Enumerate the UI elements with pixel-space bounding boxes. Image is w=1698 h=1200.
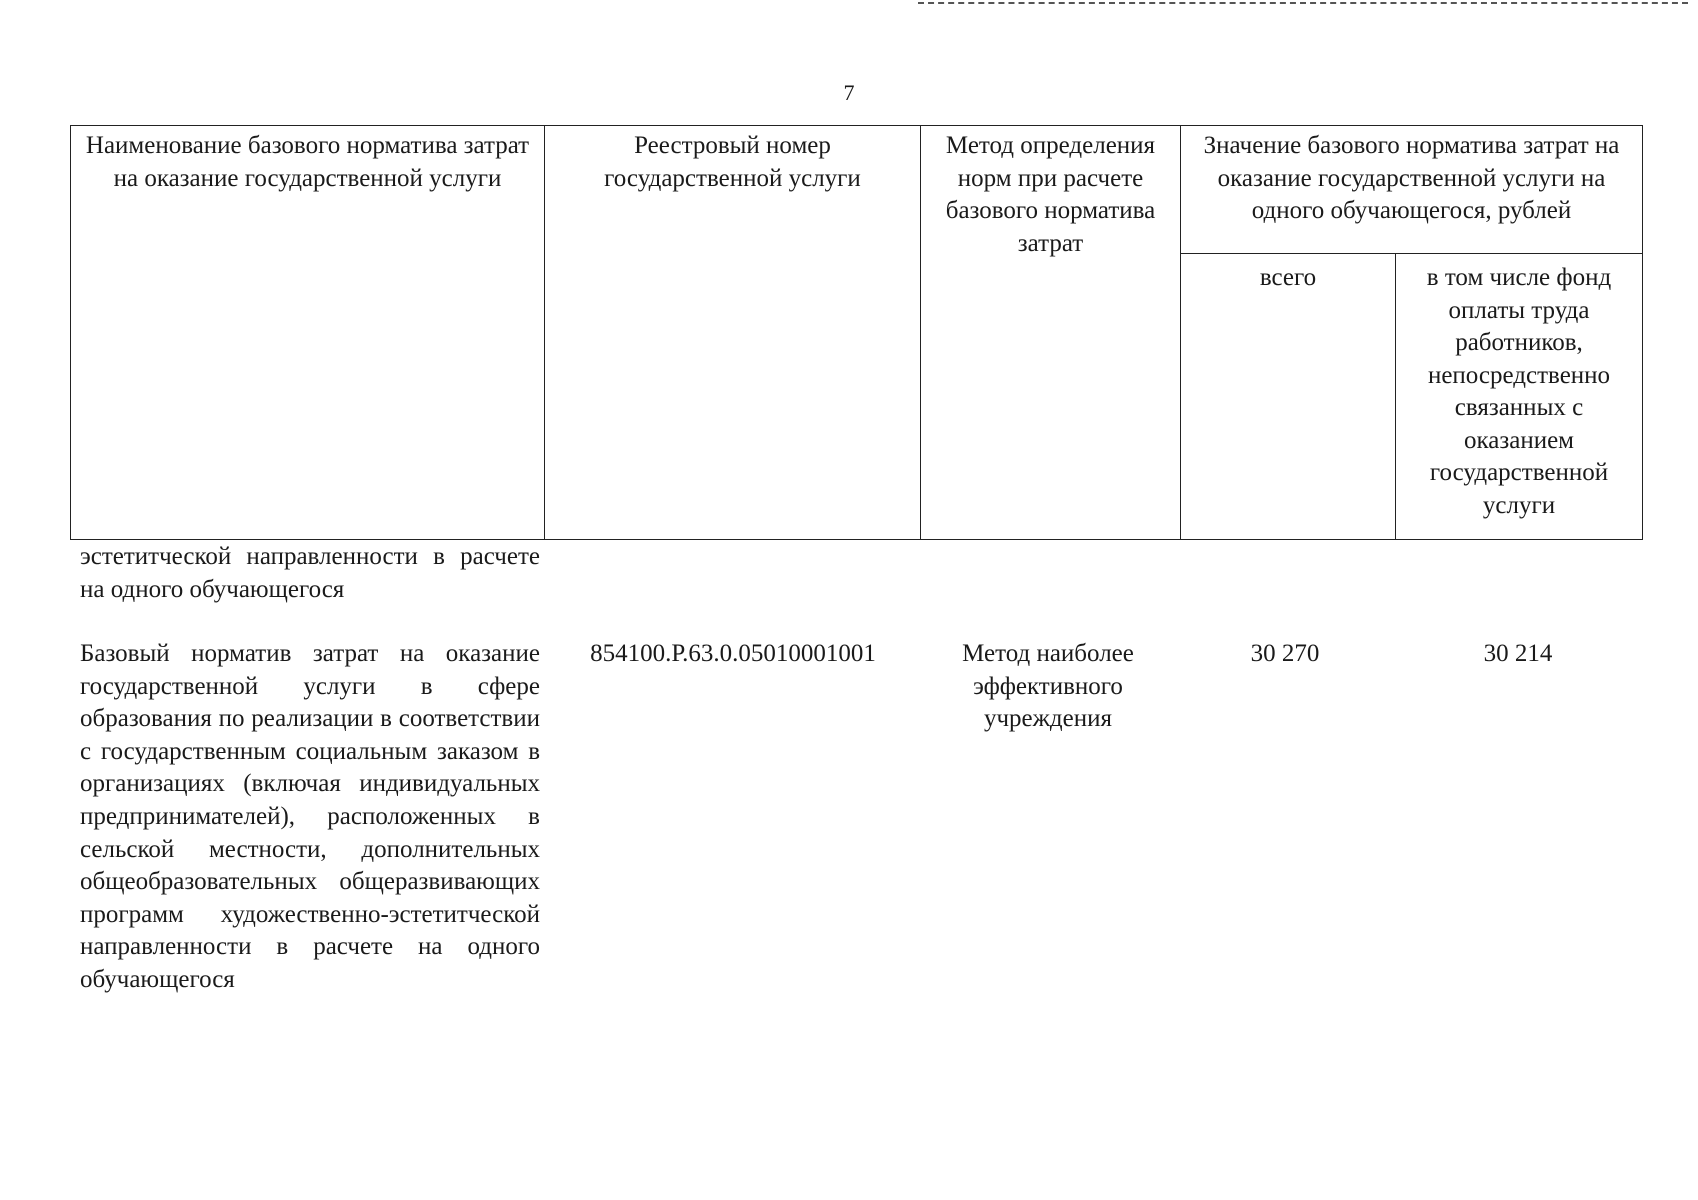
row-registry-number: 854100.Р.63.0.05010001001 <box>590 640 876 667</box>
header-method-label: Метод определения норм при расчете базового норматива затрат <box>945 132 1156 257</box>
header-registry-label: Реестровый номер государственной услуги <box>604 132 861 192</box>
header-table <box>70 125 1643 540</box>
row-fund: 30 214 <box>1483 640 1553 667</box>
row-total: 30 270 <box>1250 640 1320 667</box>
header-method-cell <box>921 126 1181 540</box>
header-value-cell <box>1181 126 1643 254</box>
page-edge-dashes <box>918 2 1688 4</box>
row-name: Базовый норматив затрат на оказание государственной услуги в сфере образования по реализации в соответствии с государственным социальным заказом в организациях (включая индивидуальных предпринимателей), расположенных в сельской местности, дополнительных общеобразовательных общеразвивающих программ художественно-эстетитческой направленности в расчете на одного обучающегося <box>80 640 540 993</box>
header-registry-cell <box>545 126 921 540</box>
header-total-label: всего <box>1259 264 1317 291</box>
header-fund-label: в том числе фонд оплаты труда работников, непосредственно связанных с оказанием государственной услуги <box>1426 264 1612 519</box>
header-name-cell <box>71 126 545 540</box>
page-number: 7 <box>843 80 855 105</box>
header-fund-cell <box>1396 254 1643 540</box>
continuation-text: эстетитческой направленности в расчете на одного обучающегося <box>80 543 540 603</box>
row-method: Метод наиболее эффективного учреждения <box>962 640 1134 732</box>
header-value-label: Значение базового норматива затрат на оказание государственной услуги на одного обучающегося, рублей <box>1203 132 1620 224</box>
header-name-label: Наименование базового норматива затрат на оказание государственной услуги <box>85 132 530 192</box>
header-total-cell <box>1181 254 1396 540</box>
